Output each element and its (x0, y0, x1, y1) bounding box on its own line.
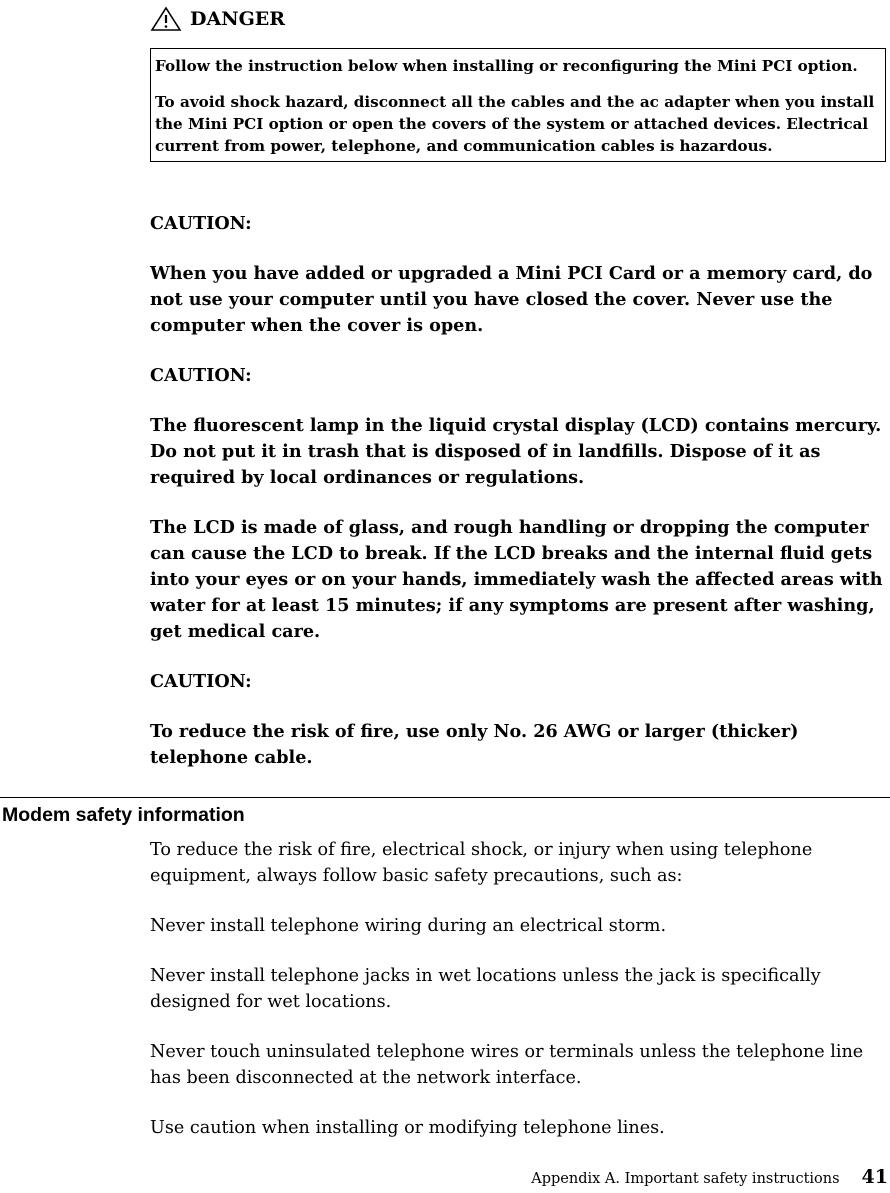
danger-instruction: Follow the instruction below when installing or reconfiguring the Mini PCI option. (155, 57, 858, 75)
caution-label: CAUTION: (150, 365, 252, 386)
caution-label: CAUTION: (150, 213, 252, 234)
danger-shock-warning: To avoid shock hazard, disconnect all the cables and the ac adapter when you install the Mini PCI option or open the covers of the system or attached devices. Electrical current from power, telephone, and communication cables is hazardous. (155, 93, 875, 155)
page-number: 41 (861, 1166, 888, 1188)
danger-heading (150, 6, 285, 32)
caution-label: CAUTION: (150, 671, 252, 692)
body-paragraph: To reduce the risk of fire, electrical shock, or injury when using telephone equipment, always follow basic safety precautions, such as: (150, 840, 813, 886)
body-paragraph: Never touch uninsulated telephone wires or terminals unless the telephone line has been disconnected at the network interface. (150, 1042, 864, 1088)
body-paragraph: Never install telephone wiring during an electrical storm. (150, 916, 667, 936)
caution-text: To reduce the risk of fire, use only No. 26 AWG or larger (thicker) telephone cable. (150, 721, 799, 768)
caution-text: The fluorescent lamp in the liquid crystal display (LCD) contains mercury. Do not put it in trash that is disposed of in landfills. Dispose of it as required by local ordinances or regulations. (150, 415, 882, 488)
cautions-block (150, 211, 885, 795)
page-footer (531, 1166, 888, 1188)
footer-section-title: Appendix A. Important safety instructions (531, 1171, 840, 1187)
modem-section-body (150, 837, 885, 1165)
section-title: Modem safety information (2, 804, 245, 826)
caution-text: The LCD is made of glass, and rough handling or dropping the computer can cause the LCD to break. If the LCD breaks and the internal fluid gets into your eyes or on your hands, immediately wash the affected areas with water for at least 15 minutes; if any symptoms are present after washing, get medical care. (150, 517, 883, 642)
body-paragraph: Never install telephone jacks in wet locations unless the jack is specifically designed for wet locations. (150, 966, 821, 1012)
section-divider (0, 797, 890, 798)
danger-label: DANGER (190, 8, 286, 30)
danger-box (150, 48, 886, 162)
warning-triangle-icon (150, 6, 182, 32)
caution-text: When you have added or upgraded a Mini PCI Card or a memory card, do not use your computer until you have closed the cover. Never use the computer when the cover is open. (150, 263, 873, 336)
body-paragraph: Use caution when installing or modifying telephone lines. (150, 1118, 665, 1138)
